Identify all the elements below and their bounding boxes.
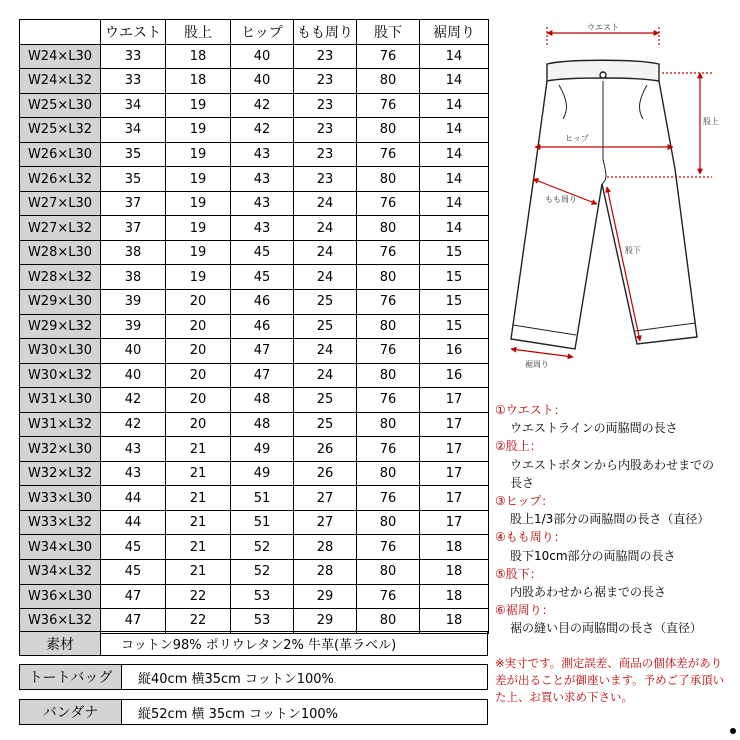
measurement-cell: 76 xyxy=(357,142,420,167)
table-row xyxy=(20,584,489,609)
measurement-cell: 40 xyxy=(231,69,294,94)
size-label-cell: W28×L30 xyxy=(20,240,101,265)
measurement-cell: 48 xyxy=(231,388,294,413)
measurement-cell: 19 xyxy=(166,216,231,241)
measurement-cell: 15 xyxy=(420,290,489,315)
measurement-cell: 76 xyxy=(357,437,420,462)
measurement-cell: 25 xyxy=(294,290,357,315)
size-label-cell: W33×L32 xyxy=(20,510,101,535)
label-hem: 裾周り xyxy=(525,360,549,369)
measurement-cell: 16 xyxy=(420,339,489,364)
measurement-cell: 17 xyxy=(420,437,489,462)
measurement-cell: 47 xyxy=(231,339,294,364)
measurement-cell: 40 xyxy=(101,363,166,388)
legend-description: ウエストラインの両脇間の長さ xyxy=(510,421,678,436)
measurement-cell: 14 xyxy=(420,167,489,192)
bandana-value: 縦52cm 横 35cm コットン100% xyxy=(138,706,339,722)
measurement-cell: 21 xyxy=(166,535,231,560)
header-waist: ウエスト xyxy=(101,20,166,45)
table-row xyxy=(20,535,489,560)
measurement-cell: 25 xyxy=(294,314,357,339)
measurement-cell: 23 xyxy=(294,118,357,143)
measurement-cell: 17 xyxy=(420,412,489,437)
measurement-cell: 18 xyxy=(420,560,489,585)
measurement-cell: 14 xyxy=(420,191,489,216)
measurement-cell: 21 xyxy=(166,461,231,486)
measurement-cell: 76 xyxy=(357,240,420,265)
label-thigh: もも周り xyxy=(545,195,577,204)
measurement-cell: 27 xyxy=(294,510,357,535)
measurement-cell: 23 xyxy=(294,93,357,118)
measurement-legend xyxy=(495,401,725,638)
measurement-cell: 76 xyxy=(357,93,420,118)
measurement-cell: 43 xyxy=(231,191,294,216)
measurement-cell: 46 xyxy=(231,314,294,339)
measurement-cell: 21 xyxy=(166,510,231,535)
measurement-cell: 25 xyxy=(294,388,357,413)
table-row xyxy=(20,388,489,413)
size-label-cell: W32×L32 xyxy=(20,461,101,486)
header-hip: ヒップ xyxy=(231,20,294,45)
header-blank xyxy=(20,20,101,45)
measurement-cell: 35 xyxy=(101,142,166,167)
table-row xyxy=(20,486,489,511)
measurement-cell: 51 xyxy=(231,510,294,535)
table-row xyxy=(20,437,489,462)
measurement-cell: 47 xyxy=(101,609,166,634)
measurement-cell: 34 xyxy=(101,118,166,143)
tote-value: 縦40cm 横35cm コットン100% xyxy=(138,671,334,687)
material-row xyxy=(19,631,488,656)
header-rise: 股上 xyxy=(166,20,231,45)
measurement-cell: 45 xyxy=(231,265,294,290)
pants-outline xyxy=(511,60,697,349)
size-label-cell: W31×L30 xyxy=(20,388,101,413)
measurement-cell: 47 xyxy=(101,584,166,609)
measurement-cell: 43 xyxy=(101,461,166,486)
measurement-cell: 21 xyxy=(166,437,231,462)
legend-description: ウエストボタンから内股あわせまでの長さ xyxy=(510,457,715,490)
size-label-cell: W30×L32 xyxy=(20,363,101,388)
measurement-cell: 18 xyxy=(166,44,231,69)
measurement-cell: 80 xyxy=(357,560,420,585)
measurement-cell: 80 xyxy=(357,412,420,437)
measurement-cell: 14 xyxy=(420,93,489,118)
header-hem: 裾周り xyxy=(420,20,489,45)
label-rise: 股上 xyxy=(703,117,719,126)
measurement-cell: 22 xyxy=(166,609,231,634)
measurement-cell: 45 xyxy=(231,240,294,265)
measurement-cell: 18 xyxy=(420,584,489,609)
material-label: 素材 xyxy=(20,632,101,655)
table-row xyxy=(20,191,489,216)
measurement-cell: 53 xyxy=(231,584,294,609)
label-waist: ウエスト xyxy=(587,23,619,32)
measurement-cell: 80 xyxy=(357,510,420,535)
table-row xyxy=(20,339,489,364)
measurement-cell: 43 xyxy=(231,142,294,167)
measurement-cell: 24 xyxy=(294,339,357,364)
measurement-cell: 34 xyxy=(101,93,166,118)
size-label-cell: W36×L32 xyxy=(20,609,101,634)
measurement-cell: 42 xyxy=(231,118,294,143)
size-label-cell: W26×L30 xyxy=(20,142,101,167)
measurement-cell: 24 xyxy=(294,216,357,241)
measurement-cell: 19 xyxy=(166,118,231,143)
table-header-row xyxy=(20,20,489,45)
measurement-cell: 28 xyxy=(294,535,357,560)
measurement-cell: 40 xyxy=(101,339,166,364)
legend-description: 裾の縫い目の両脇間の長さ（直径） xyxy=(510,621,703,636)
measurement-cell: 51 xyxy=(231,486,294,511)
measurement-cell: 48 xyxy=(231,412,294,437)
measurement-cell: 49 xyxy=(231,461,294,486)
measurement-cell: 22 xyxy=(166,584,231,609)
measurement-cell: 76 xyxy=(357,339,420,364)
measurement-cell: 49 xyxy=(231,437,294,462)
measurement-cell: 20 xyxy=(166,290,231,315)
measurement-cell: 42 xyxy=(101,388,166,413)
measurement-cell: 33 xyxy=(101,44,166,69)
measurement-cell: 39 xyxy=(101,314,166,339)
table-row xyxy=(20,118,489,143)
table-row xyxy=(20,412,489,437)
measurement-cell: 46 xyxy=(231,290,294,315)
pants-diagram xyxy=(497,19,725,379)
measurement-cell: 15 xyxy=(420,240,489,265)
measurement-cell: 14 xyxy=(420,142,489,167)
measurement-cell: 25 xyxy=(294,412,357,437)
measurement-cell: 19 xyxy=(166,240,231,265)
material-value: コットン98% ポリウレタン2% 牛革(革ラベル) xyxy=(121,638,397,653)
size-label-cell: W25×L30 xyxy=(20,93,101,118)
measurement-cell: 15 xyxy=(420,314,489,339)
measurement-cell: 24 xyxy=(294,191,357,216)
measurement-cell: 37 xyxy=(101,216,166,241)
measurement-cell: 21 xyxy=(166,486,231,511)
measurement-cell: 52 xyxy=(231,560,294,585)
size-label-cell: W27×L30 xyxy=(20,191,101,216)
measurement-cell: 29 xyxy=(294,584,357,609)
measurement-cell: 19 xyxy=(166,191,231,216)
measurement-cell: 76 xyxy=(357,290,420,315)
table-row xyxy=(20,142,489,167)
tote-row xyxy=(19,664,488,690)
header-thigh: もも周り xyxy=(294,20,357,45)
measurement-cell: 43 xyxy=(231,216,294,241)
measurement-cell: 76 xyxy=(357,535,420,560)
measurement-cell: 20 xyxy=(166,412,231,437)
measurement-cell: 20 xyxy=(166,363,231,388)
measurement-cell: 18 xyxy=(420,609,489,634)
measurement-cell: 40 xyxy=(231,44,294,69)
size-label-cell: W34×L30 xyxy=(20,535,101,560)
measurement-cell: 19 xyxy=(166,265,231,290)
measurement-cell: 80 xyxy=(357,314,420,339)
measurement-cell: 80 xyxy=(357,461,420,486)
measurement-cell: 80 xyxy=(357,265,420,290)
measurement-cell: 80 xyxy=(357,609,420,634)
measurement-cell: 37 xyxy=(101,191,166,216)
measurement-cell: 52 xyxy=(231,535,294,560)
table-row xyxy=(20,314,489,339)
measurement-cell: 47 xyxy=(231,363,294,388)
measurement-cell: 24 xyxy=(294,363,357,388)
measurement-cell: 27 xyxy=(294,486,357,511)
measurement-cell: 21 xyxy=(166,560,231,585)
measurement-cell: 35 xyxy=(101,167,166,192)
legend-description: 股上1/3部分の両脇間の長さ（直径） xyxy=(510,512,710,527)
measurement-cell: 45 xyxy=(101,535,166,560)
size-label-cell: W27×L32 xyxy=(20,216,101,241)
measurement-cell: 80 xyxy=(357,69,420,94)
measurement-cell: 33 xyxy=(101,69,166,94)
measurement-cell: 39 xyxy=(101,290,166,315)
measurement-cell: 80 xyxy=(357,216,420,241)
measurement-cell: 28 xyxy=(294,560,357,585)
measurement-cell: 76 xyxy=(357,44,420,69)
measurement-cell: 15 xyxy=(420,265,489,290)
table-row xyxy=(20,69,489,94)
measurement-cell: 38 xyxy=(101,265,166,290)
measurement-cell: 38 xyxy=(101,240,166,265)
header-inseam: 股下 xyxy=(357,20,420,45)
size-label-cell: W24×L30 xyxy=(20,44,101,69)
measurement-cell: 14 xyxy=(420,216,489,241)
legend-heading: ⑥裾周り： xyxy=(495,603,554,618)
disclaimer-note: ※実寸です。測定誤差、商品の個体差があり差が出ることが御座います。予めご了承頂いた上、お買い求め下さい。 xyxy=(495,656,725,704)
measurement-cell: 29 xyxy=(294,609,357,634)
measurement-cell: 20 xyxy=(166,388,231,413)
corner-dot xyxy=(730,728,736,734)
table-row xyxy=(20,265,489,290)
measurement-cell: 80 xyxy=(357,363,420,388)
measurement-cell: 19 xyxy=(166,167,231,192)
measurement-cell: 80 xyxy=(357,167,420,192)
measurement-cell: 19 xyxy=(166,93,231,118)
table-row xyxy=(20,240,489,265)
measurement-cell: 26 xyxy=(294,461,357,486)
measurement-cell: 42 xyxy=(231,93,294,118)
table-row xyxy=(20,363,489,388)
legend-description: 股下10cm部分の両脇間の長さ xyxy=(510,548,676,563)
bandana-label: バンダナ xyxy=(20,700,122,724)
measurement-cell: 17 xyxy=(420,388,489,413)
table-row xyxy=(20,560,489,585)
measurement-cell: 43 xyxy=(231,167,294,192)
table-row xyxy=(20,216,489,241)
size-label-cell: W30×L30 xyxy=(20,339,101,364)
measurement-cell: 14 xyxy=(420,44,489,69)
measurement-cell: 18 xyxy=(166,69,231,94)
size-label-cell: W32×L30 xyxy=(20,437,101,462)
measurement-cell: 43 xyxy=(101,437,166,462)
measurement-cell: 23 xyxy=(294,44,357,69)
table-row xyxy=(20,461,489,486)
measurement-cell: 45 xyxy=(101,560,166,585)
measurement-cell: 26 xyxy=(294,437,357,462)
size-label-cell: W36×L30 xyxy=(20,584,101,609)
measurement-cell: 76 xyxy=(357,584,420,609)
measurement-cell: 16 xyxy=(420,363,489,388)
legend-heading: ③ヒップ： xyxy=(495,494,554,509)
measurement-cell: 17 xyxy=(420,510,489,535)
table-row xyxy=(20,609,489,634)
label-hip: ヒップ xyxy=(565,134,589,143)
legend-heading: ②股上： xyxy=(495,439,542,454)
size-label-cell: W34×L32 xyxy=(20,560,101,585)
size-label-cell: W25×L32 xyxy=(20,118,101,143)
table-row xyxy=(20,510,489,535)
legend-heading: ⑤股下： xyxy=(495,566,542,581)
legend-heading: ①ウエスト： xyxy=(495,403,566,417)
table-row xyxy=(20,93,489,118)
measurement-cell: 53 xyxy=(231,609,294,634)
bandana-row xyxy=(19,699,488,725)
measurement-cell: 23 xyxy=(294,69,357,94)
measurement-cell: 20 xyxy=(166,339,231,364)
table-row xyxy=(20,167,489,192)
measurement-cell: 76 xyxy=(357,191,420,216)
measurement-cell: 14 xyxy=(420,118,489,143)
size-label-cell: W24×L32 xyxy=(20,69,101,94)
measurement-cell: 14 xyxy=(420,69,489,94)
size-label-cell: W31×L32 xyxy=(20,412,101,437)
legend-description: 内股あわせから裾までの長さ xyxy=(510,585,667,600)
measurement-cell: 44 xyxy=(101,510,166,535)
measurement-cell: 44 xyxy=(101,486,166,511)
measurement-cell: 80 xyxy=(357,118,420,143)
table-row xyxy=(20,44,489,69)
measurement-cell: 42 xyxy=(101,412,166,437)
size-table xyxy=(19,19,489,634)
measurement-cell: 24 xyxy=(294,240,357,265)
measurement-cell: 76 xyxy=(357,388,420,413)
measurement-cell: 20 xyxy=(166,314,231,339)
size-label-cell: W33×L30 xyxy=(20,486,101,511)
measurement-cell: 17 xyxy=(420,461,489,486)
size-label-cell: W26×L32 xyxy=(20,167,101,192)
size-label-cell: W28×L32 xyxy=(20,265,101,290)
tote-label: トートバッグ xyxy=(20,665,122,689)
measurement-cell: 23 xyxy=(294,142,357,167)
legend-heading: ④もも周り： xyxy=(495,530,566,545)
label-inseam: 股下 xyxy=(625,246,641,255)
measurement-cell: 18 xyxy=(420,535,489,560)
table-row xyxy=(20,290,489,315)
measurement-cell: 76 xyxy=(357,486,420,511)
measurement-cell: 24 xyxy=(294,265,357,290)
measurement-cell: 19 xyxy=(166,142,231,167)
size-label-cell: W29×L32 xyxy=(20,314,101,339)
measurement-cell: 17 xyxy=(420,486,489,511)
size-label-cell: W29×L30 xyxy=(20,290,101,315)
measurement-cell: 23 xyxy=(294,167,357,192)
